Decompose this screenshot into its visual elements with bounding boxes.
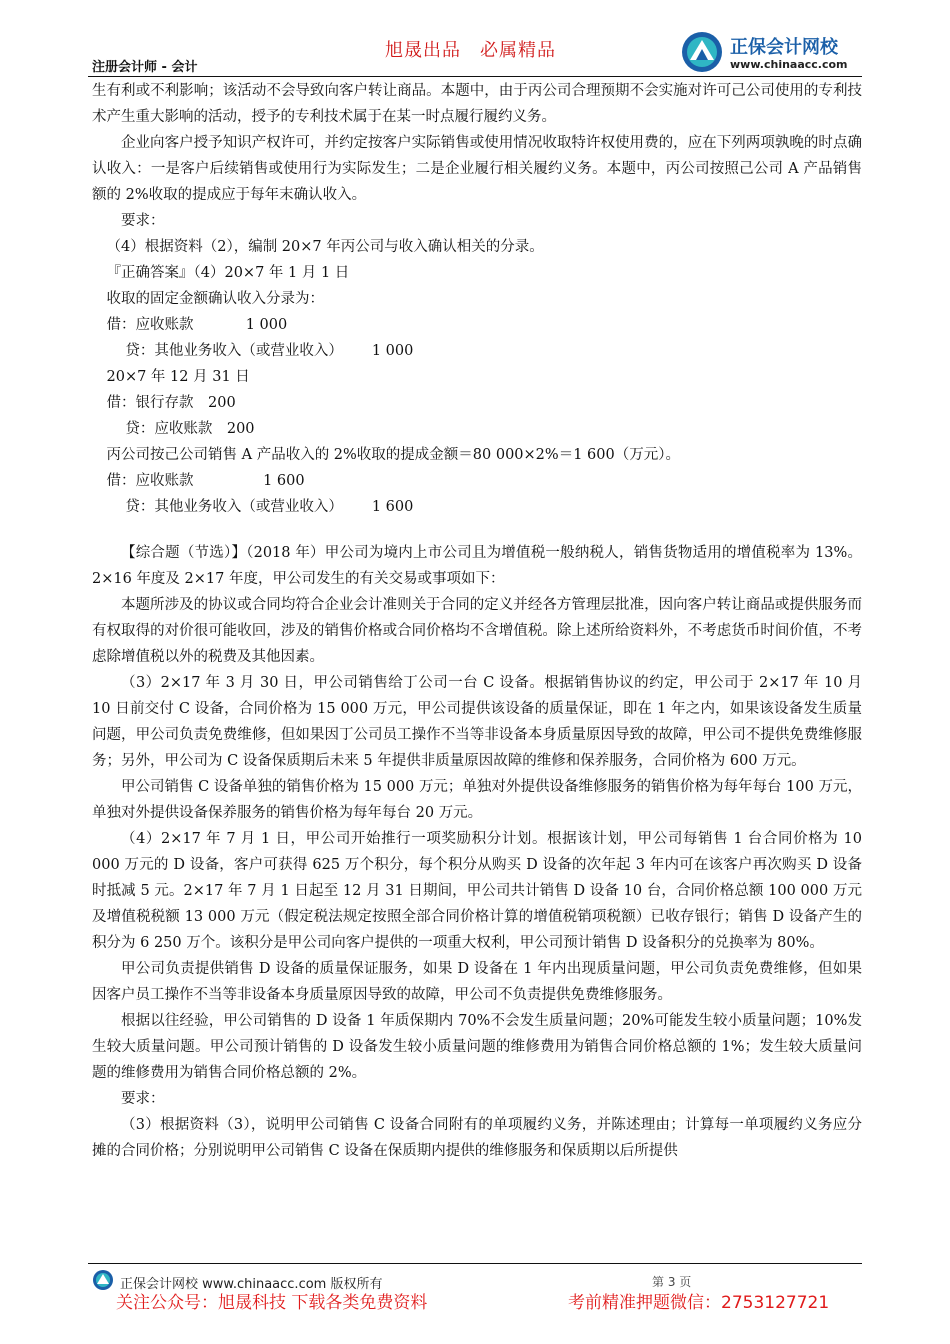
logo-url: www.chinaacc.com (730, 58, 848, 71)
entry-amount: 1 600 (263, 473, 305, 489)
paragraph: 企业向客户授予知识产权许可，并约定按客户实际销售或使用情况收取特许权使用费的，应在下列两项孰晚的时点确认收入：一是客户后续销售或使用行为实际发生；二是企业履行相关履约义务。本题中，丙公司按照己公司 A 产品销售额的 2%收取的提成应于每年末确认收入。 (92, 135, 862, 203)
footer-logo-icon (92, 1269, 114, 1291)
entry-label: 贷：其他业务收入（或营业收入） (125, 499, 343, 515)
entry-amount: 200 (226, 421, 255, 437)
document-body (92, 78, 862, 1164)
chinaacc-logo[interactable] (680, 30, 880, 76)
journal-entry-debit (92, 312, 862, 338)
entry-label: 借：银行存款 (106, 395, 194, 411)
page-number: 第 3 页 (652, 1275, 692, 1289)
question-item: （4）根据资料（2），编制 20×7 年丙公司与收入确认相关的分录。 (106, 239, 544, 255)
entry-label: 借：应收账款 (106, 473, 194, 489)
journal-entry-debit (92, 390, 862, 416)
footer-copyright: 正保会计网校 www.chinaacc.com 版权所有 (120, 1277, 383, 1292)
footer-divider (88, 1263, 862, 1264)
paragraph: 生有利或不利影响；该活动不会导致向客户转让商品。本题中，由于丙公司合理预期不会实施对许可己公司使用的专利技术产生重大影响的活动，授予的专利技术属于在某一时点履行履约义务。 (92, 83, 862, 125)
paragraph: 收取的固定金额确认收入分录为： (106, 291, 324, 307)
journal-entry-credit (92, 494, 862, 520)
answer-heading: 『正确答案』（4）20×7 年 1 月 1 日 (106, 265, 350, 281)
paragraph: 丙公司按己公司销售 A 产品收入的 2%收取的提成金额＝80 000×2%＝1 600（万元）。 (106, 447, 680, 463)
question-item: （3）根据资料（3），说明甲公司销售 C 设备合同附有的单项履约义务，并陈述理由；计算每一单项履约义务应分摊的合同价格；分别说明甲公司销售 C 设备在保质期内提供的维修服务和保质期以后所提供 (92, 1117, 862, 1159)
logo-name: 正保会计网校 (730, 37, 838, 58)
paragraph: 甲公司销售 C 设备单独的销售价格为 15 000 万元；单独对外提供设备维修服务的销售价格为每年每台 100 万元，单独对外提供设备保养服务的销售价格为每年每台 20 万元。 (92, 779, 862, 821)
paragraph: 甲公司负责提供销售 D 设备的质量保证服务，如果 D 设备在 1 年内出现质量问题，甲公司负责免费维修，但如果因客户员工操作不当等非设备本身质量原因导致的故障，甲公司不负责提供免费维修服务。 (92, 961, 862, 1003)
entry-amount: 1 000 (245, 317, 288, 333)
entry-label: 借：应收账款 (106, 317, 194, 333)
footer-promo-wechat-id: 考前精准押题微信：2753127721 (568, 1293, 830, 1313)
paragraph: （3）2×17 年 3 月 30 日，甲公司销售给丁公司一台 C 设备。根据销售协议的约定，甲公司于 2×17 年 10 月 10 日前交付 C 设备，合同价格为 15 000 万元，甲公司提供该设备的质量保证，即在 1 年之内，如果该设备发生质量问题，甲公司负责免费维修，但如果因丁公司员工操作不当等非设备本身质量原因导致的故障，甲公司不提供免费维修服务；另外，甲公司为 C 设备保质期后未来 5 年提供非质量原因故障的维修和保养服务，合同价格为 600 万元。 (92, 675, 862, 769)
paragraph: 本题所涉及的协议或合同均符合企业会计准则关于合同的定义并经各方管理层批准，因向客户转让商品或提供服务而有权取得的对价很可能收回，涉及的销售价格或合同价格均不含增值税。除上述所给资料外，不考虑货币时间价值，不考虑除增值税以外的税费及其他因素。 (92, 597, 862, 665)
entry-amount: 1 000 (371, 343, 414, 359)
journal-entry-credit (92, 338, 862, 364)
entry-amount: 1 600 (371, 499, 414, 515)
paragraph: 根据以往经验，甲公司销售的 D 设备 1 年质保期内 70%不会发生质量问题；20%可能发生较小质量问题；10%发生较大质量问题。甲公司预计销售的 D 设备发生较小质量问题的维修费用为销售合同价格总额的 1%；发生较大质量问题的维修费用为销售合同价格总额的 2%。 (92, 1013, 862, 1081)
footer-promo-wechat-account: 关注公众号：旭晟科技 下载各类免费资料 (116, 1293, 428, 1313)
entry-amount: 200 (208, 395, 236, 411)
question-intro: 【综合题（节选）】（2018 年）甲公司为境内上市公司且为增值税一般纳税人，销售货物适用的增值税率为 13%。2×16 年度及 2×17 年度，甲公司发生的有关交易或事项如下： (92, 545, 862, 587)
header-divider (88, 76, 862, 77)
journal-entry-debit (92, 468, 862, 494)
chinaacc-logo-icon (680, 30, 724, 74)
journal-entry-credit (92, 416, 862, 442)
entry-date: 20×7 年 12 月 31 日 (106, 369, 250, 385)
entry-label: 贷：其他业务收入（或营业收入） (125, 343, 343, 359)
paragraph: （4）2×17 年 7 月 1 日，甲公司开始推行一项奖励积分计划。根据该计划，甲公司每销售 1 台合同价格为 10 000 万元的 D 设备，客户可获得 625 万个积分，每个积分从购买 D 设备的次年起 3 年内可在该客户再次购买 D 设备时抵减 5 元。2×17 年 7 月 1 日起至 12 月 31 日期间，甲公司共计销售 D 设备 10 台，合同价格总额 100 000 万元及增值税税额 13 000 万元（假定税法规定按照全部合同价格计算的增值税销项税额）已收存银行；销售 D 设备产生的积分为 6 250 万个。该积分是甲公司向客户提供的一项重大权利，甲公司预计销售 D 设备积分的兑换率为 80%。 (92, 831, 862, 951)
header-subject: 注册会计师 - 会计 (92, 60, 198, 75)
requirement-label: 要求： (121, 213, 165, 229)
requirement-label: 要求： (121, 1091, 165, 1107)
header-slogan: 旭晟出品 必属精品 (385, 40, 556, 61)
entry-label: 贷：应收账款 (125, 421, 213, 437)
